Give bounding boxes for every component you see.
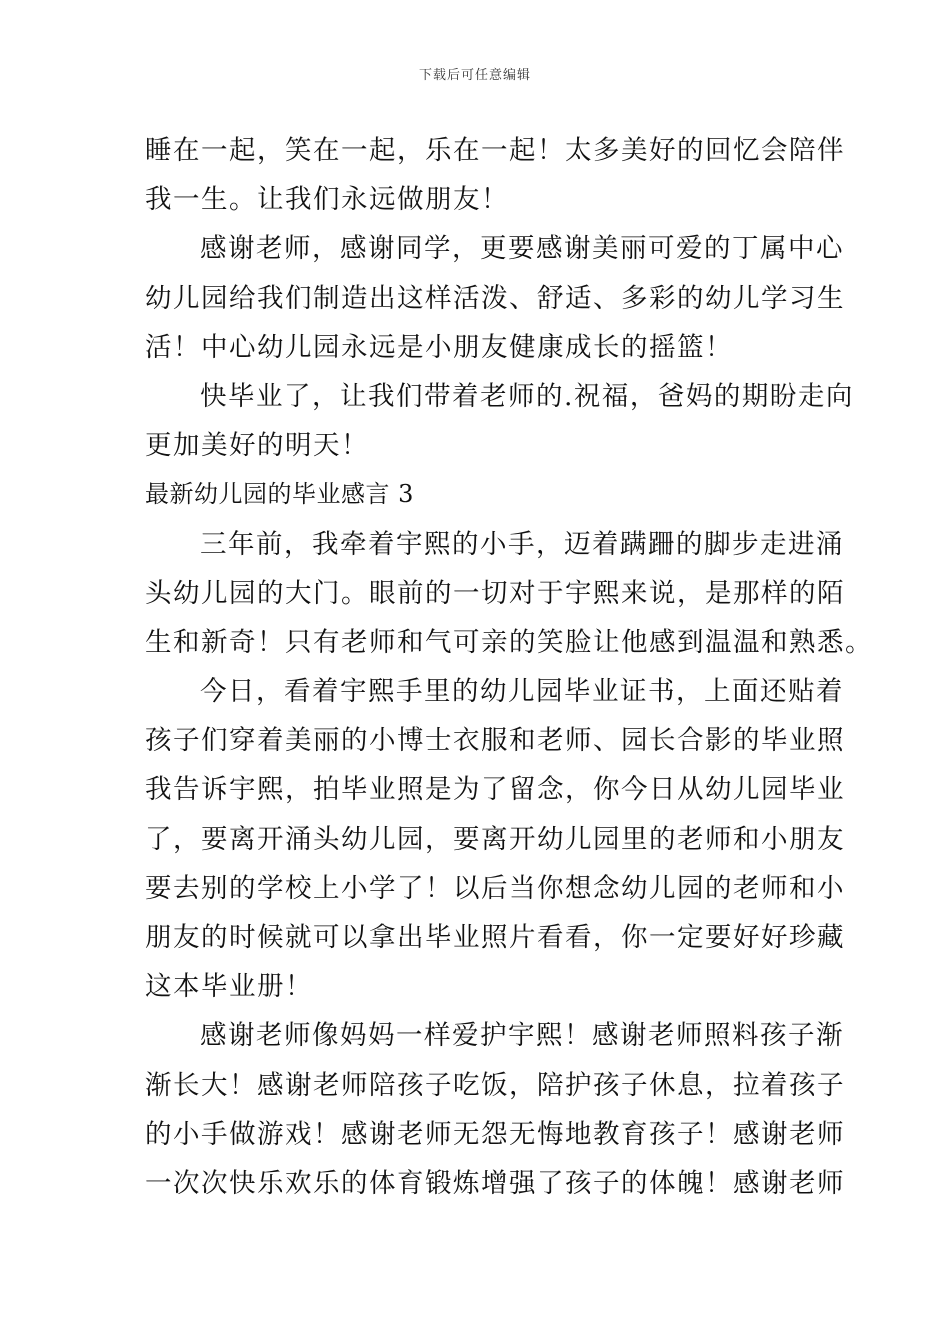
paragraph-start-line: 三年前，我牵着宇熙的小手，迈着蹒跚的脚步走进涌 — [200, 528, 844, 560]
text-line: 我一生。让我们永远做朋友！ — [145, 184, 509, 216]
text-line: 睡在一起，笑在一起，乐在一起！太多美好的回忆会陪伴 — [145, 135, 845, 166]
text-line: 孩子们穿着美丽的小博士衣服和老师、园长合影的毕业照 — [145, 725, 845, 757]
text-line: 生和新奇！只有老师和气可亲的笑脸让他感到温温和熟悉。 — [145, 626, 873, 658]
text-line: 我告诉宇熙，拍毕业照是为了留念，你今日从幼儿园毕业 — [145, 774, 845, 806]
text-line: 了，要离开涌头幼儿园，要离开幼儿园里的老师和小朋友 — [145, 823, 845, 855]
text-line: 朋友的时候就可以拿出毕业照片看看，你一定要好好珍藏 — [145, 922, 845, 953]
text-line: 一次次快乐欢乐的体育锻炼增强了孩子的体魄！感谢老师 — [145, 1167, 845, 1199]
text-line: 要去别的学校上小学了！以后当你想念幼儿园的老师和小 — [145, 872, 845, 904]
paragraph-start-line: 快毕业了，让我们带着老师的.祝福，爸妈的期盼走向 — [200, 380, 854, 412]
text-line: 头幼儿园的大门。眼前的一切对于宇熙来说，是那样的陌 — [145, 577, 845, 609]
section-heading: 最新幼儿园的毕业感言 3 — [145, 480, 414, 509]
paragraph-start-line: 感谢老师，感谢同学，更要感谢美丽可爱的丁属中心 — [200, 233, 844, 265]
paragraph-start-line: 感谢老师像妈妈一样爱护宇熙！感谢老师照料孩子渐 — [200, 1020, 844, 1052]
text-line: 渐长大！感谢老师陪孩子吃饭，陪护孩子休息，拉着孩子 — [145, 1069, 845, 1101]
paragraph-start-line: 今日，看着宇熙手里的幼儿园毕业证书，上面还贴着 — [200, 676, 844, 708]
text-line: 活！中心幼儿园永远是小朋友健康成长的摇篮！ — [145, 331, 733, 363]
text-line: 更加美好的明天！ — [145, 430, 369, 462]
text-line: 这本毕业册！ — [145, 971, 313, 1003]
page-header: 下载后可任意编辑 — [418, 68, 531, 83]
document-body — [145, 126, 873, 1208]
text-line: 的小手做游戏！感谢老师无怨无悔地教育孩子！感谢老师 — [145, 1118, 845, 1150]
text-line: 幼儿园给我们制造出这样活泼、舒适、多彩的幼儿学习生 — [145, 282, 845, 314]
